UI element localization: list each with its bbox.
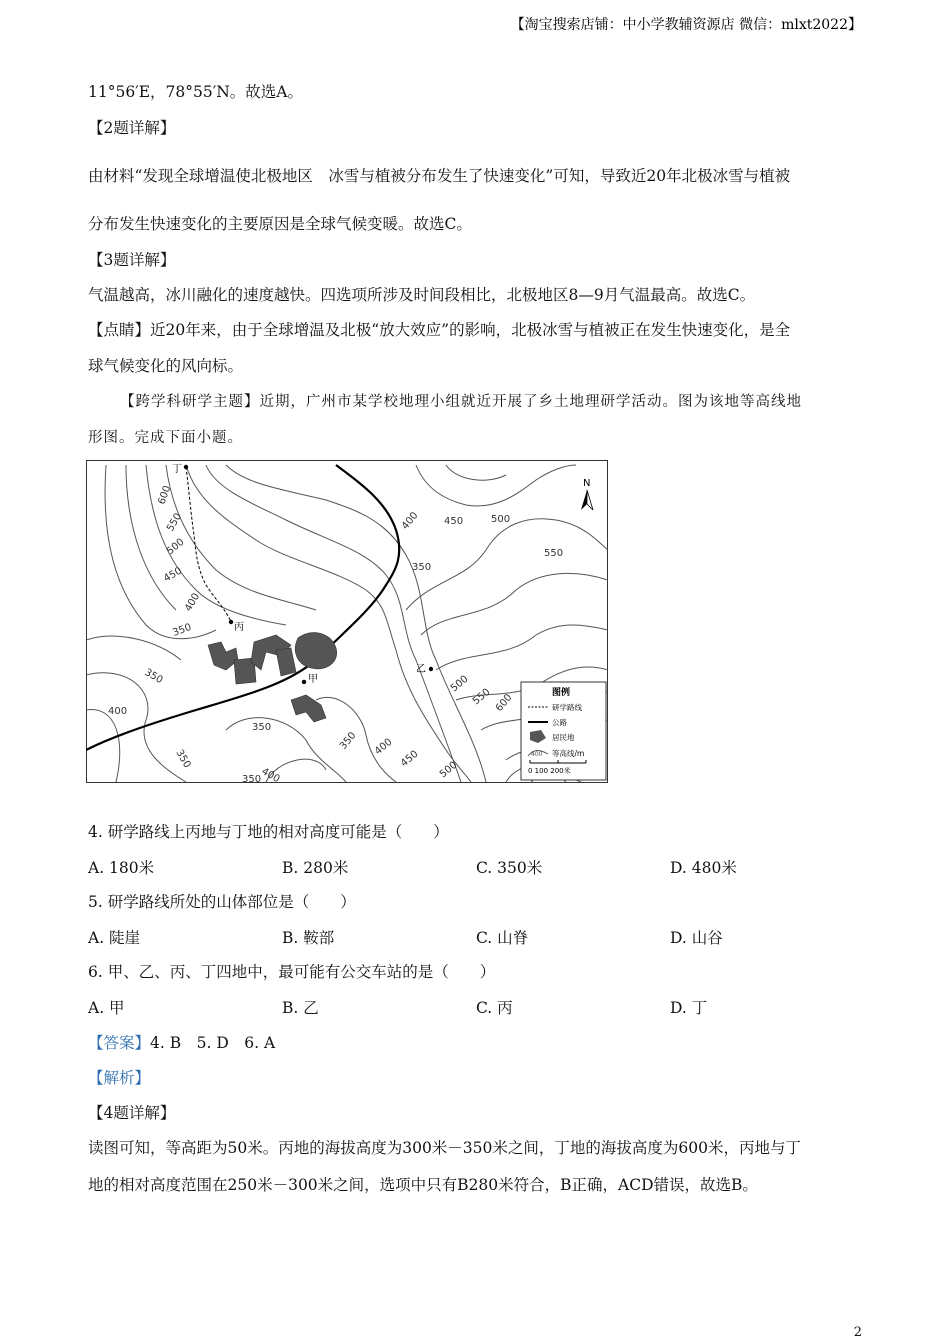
contour-map (86, 460, 608, 783)
q4-detail-heading: 【4题详解】 (88, 1104, 176, 1122)
q4-detail-text-1: 读图可知，等高距为50米。丙地的海拔高度为300米－350米之间，丁地的海拔高度为600米，丙地与丁 (88, 1139, 801, 1157)
contour-label: 400 (183, 591, 203, 614)
q5-option-c: C. 山脊 (476, 929, 529, 947)
contour-label: 550 (470, 686, 493, 708)
contour-label: 400 (372, 736, 395, 758)
svg-text:400: 400 (531, 751, 543, 758)
q4-option-a: A. 180米 (88, 859, 155, 877)
analysis-tag: 【解析】 (88, 1069, 151, 1087)
q2-detail-text-2: 分布发生快速变化的主要原因是全球气候变暖。故选C。 (88, 215, 472, 233)
answer-text: 4. B 5. D 6. A (150, 1034, 276, 1052)
q2-detail-text-1: 由材料“发现全球增温使北极地区 冰雪与植被分布发生了快速变化”可知，导致近20年北极冰雪与植被 (88, 167, 791, 185)
point-bing (229, 620, 233, 624)
q6-option-d: D. 丁 (670, 999, 708, 1017)
contour-label: 450 (162, 565, 185, 585)
q6-option-b: B. 乙 (282, 999, 319, 1017)
contour-label: 350 (173, 748, 193, 771)
svg-text:0 100 200米: 0 100 200米 (528, 767, 571, 775)
point-ding (184, 465, 188, 469)
svg-text:居民地: 居民地 (552, 733, 575, 742)
page-number: 2 (853, 1325, 862, 1340)
svg-text:图例: 图例 (552, 688, 571, 698)
contour-label: 550 (544, 548, 564, 559)
q4-option-d: D. 480米 (670, 859, 737, 877)
label-bing: 丙 (234, 622, 244, 633)
q4-detail-text-2: 地的相对高度范围在250米－300米之间，选项中只有B280米符合，B正确，ACD错误，故选B。 (88, 1176, 758, 1194)
q5-option-d: D. 山谷 (670, 929, 723, 947)
svg-text:公路: 公路 (552, 718, 567, 727)
q5-option-b: B. 鞍部 (282, 929, 335, 947)
contour-label: 500 (491, 514, 511, 525)
q5-stem: 5. 研学路线所处的山体部位是（ ） (88, 893, 356, 911)
point-jia (302, 680, 306, 684)
q2-detail-heading: 【2题详解】 (88, 119, 176, 137)
contour-label: 500 (448, 673, 471, 695)
topic-intro-2: 形图。完成下面小题。 (88, 430, 243, 446)
contour-label: 350 (242, 774, 262, 783)
q4-option-c: C. 350米 (476, 859, 543, 877)
q3-detail-heading: 【3题详解】 (88, 251, 176, 269)
q5-option-a: A. 陡崖 (88, 929, 141, 947)
label-ding: 丁 (172, 464, 182, 475)
svg-text:N: N (583, 478, 591, 489)
q6-option-c: C. 丙 (476, 999, 513, 1017)
contour-label: 350 (171, 621, 193, 639)
q4-option-b: B. 280米 (282, 859, 349, 877)
svg-text:研学路线: 研学路线 (552, 703, 582, 712)
topic-intro-1: 【跨学科研学主题】近期，广州市某学校地理小组就近开展了乡土地理研学活动。图为该地等高线地 (120, 394, 802, 410)
contour-label: 600 (493, 692, 515, 714)
answer-coordinates-line: 11°56′E，78°55′N。故选A。 (88, 83, 304, 101)
contour-label: 450 (444, 516, 464, 527)
label-yi: 乙 (416, 664, 426, 675)
contour-label: 400 (259, 766, 282, 783)
contour-label: 400 (399, 510, 421, 532)
contour-label: 500 (437, 759, 460, 781)
q6-stem: 6. 甲、乙、丙、丁四地中，最可能有公交车站的是（ ） (88, 963, 496, 981)
q3-detail-text: 气温越高，冰川融化的速度越快。四选项所涉及时间段相比，北极地区8—9月气温最高。故选C。 (88, 286, 756, 304)
contour-label: 500 (164, 536, 187, 558)
contour-label: 350 (142, 667, 165, 687)
tip-text-2: 球气候变化的风向标。 (88, 357, 244, 375)
q4-stem: 4. 研学路线上丙地与丁地的相对高度可能是（ ） (88, 823, 449, 841)
contour-label: 350 (252, 722, 272, 733)
answer-tag: 【答案】 (88, 1034, 151, 1052)
tip-text-1: 【点睛】近20年来，由于全球增温及北极“放大效应”的影响，北极冰雪与植被正在发生快速变化，是全 (88, 321, 791, 339)
contour-label: 350 (412, 562, 432, 573)
label-jia: 甲 (308, 674, 318, 685)
contour-label: 350 (337, 730, 359, 752)
contour-label: 550 (165, 511, 185, 534)
contour-label: 450 (398, 748, 421, 770)
contour-label: 400 (108, 706, 128, 717)
point-yi (429, 667, 433, 671)
page-header: 【淘宝搜索店铺：中小学教辅资源店 微信：mlxt2022】 (510, 17, 862, 33)
answer-line (88, 1033, 275, 1053)
contour-label: 600 (156, 484, 174, 507)
map-legend (521, 682, 606, 780)
q6-option-a: A. 甲 (88, 999, 125, 1017)
svg-text:等高线/m: 等高线/m (552, 749, 585, 758)
